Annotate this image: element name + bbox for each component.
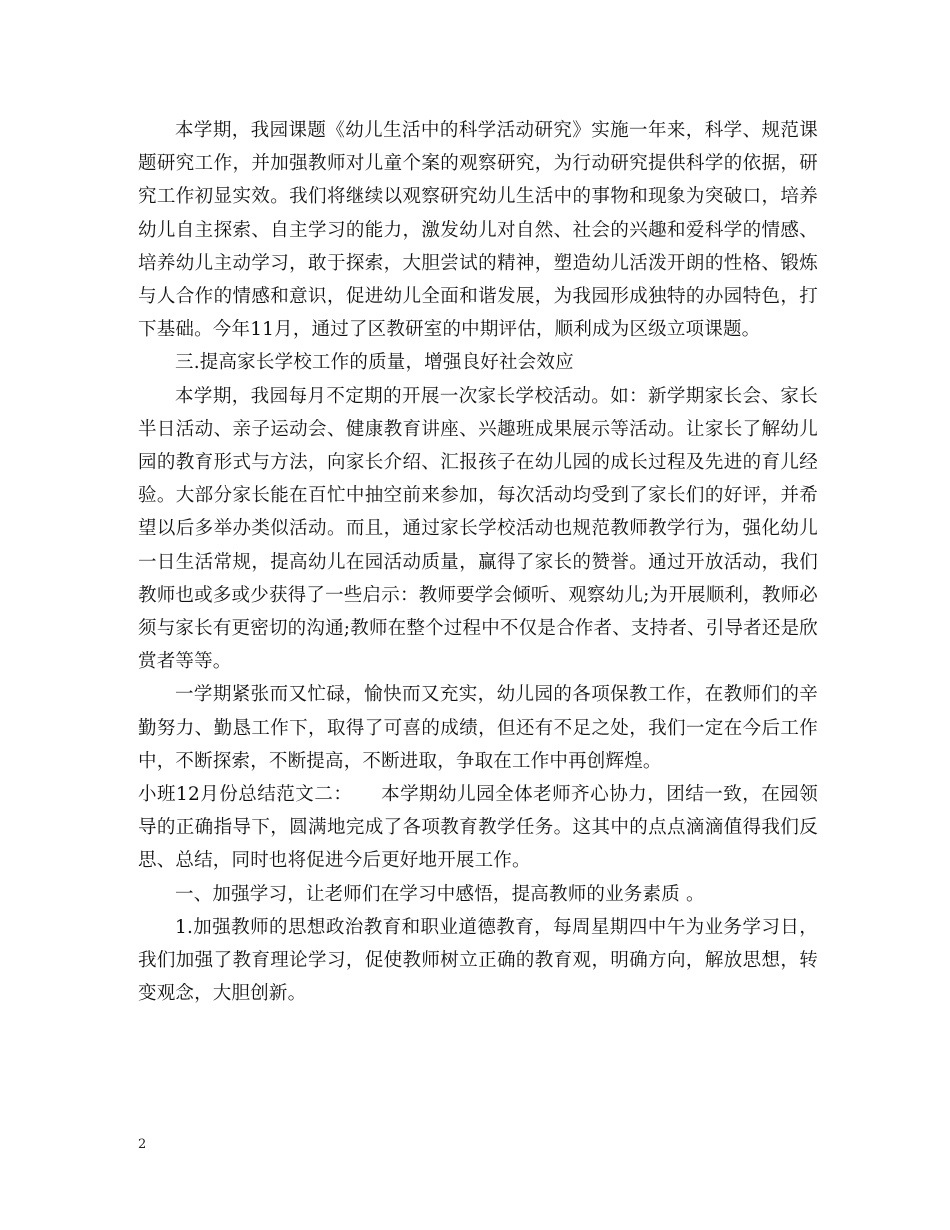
document-body <box>138 114 818 1010</box>
page-number: 2 <box>138 1137 147 1152</box>
paragraph-parent-activities: 本学期，我园每月不定期的开展一次家长学校活动。如：新学期家长会、家长半日活动、亲子运动会、健康教育讲座、兴趣班成果展示等活动。让家长了解幼儿园的教育形式与方法，向家长介绍、汇报孩子在幼儿园的成长过程及先进的育儿经验。大部分家长能在百忙中抽空前来参加，每次活动均受到了家长们的好评，并希望以后多举办类似活动。而且，通过家长学校活动也规范教师教学行为，强化幼儿一日生活常规，提高幼儿在园活动质量，赢得了家长的赞誉。通过开放活动，我们教师也或多或少获得了一些启示：教师要学会倾听、观察幼儿;为开展顺利，教师必须与家长有更密切的沟通;教师在整个过程中不仅是合作者、支持者、引导者还是欣赏者等等。 <box>138 385 818 673</box>
paragraph-political-education: 1.加强教师的思想政治教育和职业道德教育，每周星期四中午为业务学习日，我们加强了教育理论学习，促使教师树立正确的教育观，明确方向，解放思想，转变观念，大胆创新。 <box>138 916 818 1005</box>
heading-strengthen-learning: 一、加强学习，让老师们在学习中感悟，提高教师的业务素质 。 <box>175 883 705 905</box>
paragraph-semester-summary: 一学期紧张而又忙碌，愉快而又充实，幼儿园的各项保教工作，在教师们的辛勤努力、勤恳工作下，取得了可喜的成绩，但还有不足之处，我们一定在今后工作中，不断探索，不断提高，不断进取，争取在工作中再创辉煌。 <box>138 684 818 772</box>
paragraph-research-project: 本学期，我园课题《幼儿生活中的科学活动研究》实施一年来，科学、规范课题研究工作，并加强教师对儿童个案的观察研究，为行动研究提供科学的依据，研究工作初显实效。我们将继续以观察研究幼儿生活中的事物和现象为突破口，培养幼儿自主探索、自主学习的能力，激发幼儿对自然、社会的兴趣和爱科学的情感、培养幼儿主动学习，敢于探索，大胆尝试的精神，塑造幼儿活泼开朗的性格、锻炼与人合作的情感和意识，促进幼儿全面和谐发展，为我园形成独特的办园特色，打下基础。今年11月，通过了区教研室的中期评估，顺利成为区级立项课题。 <box>138 120 818 341</box>
heading-parent-school: 三.提高家长学校工作的质量，增强良好社会效应 <box>175 352 574 374</box>
paragraph-sample-two-intro: 小班12月份总结范文二： 本学期幼儿园全体老师齐心协力，团结一致，在园领导的正确指导下，圆满地完成了各项教育教学任务。这其中的点点滴滴值得我们反思、总结，同时也将促进今后更好地开展工作。 <box>138 784 818 872</box>
